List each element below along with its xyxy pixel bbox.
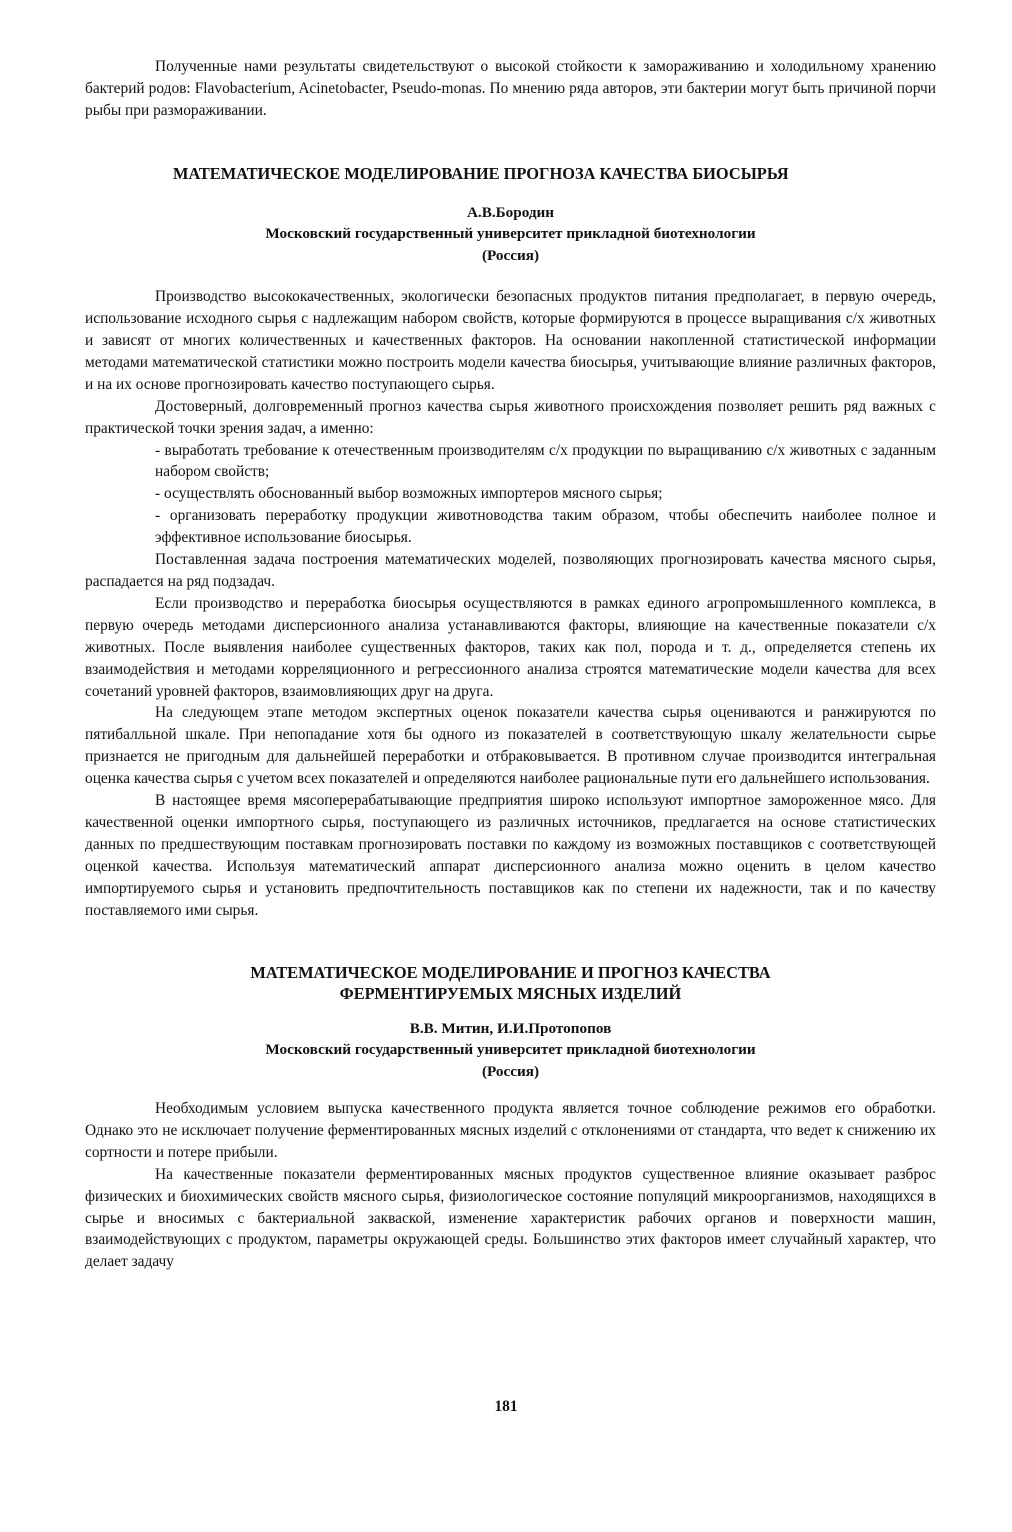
task-list (85, 440, 936, 550)
section2-authors: В.В. Митин, И.И.Протопопов (409, 1019, 612, 1037)
section2-body (85, 1098, 936, 1273)
list-item: - осуществлять обоснованный выбор возможных импортеров мясного сырья; (155, 483, 936, 505)
intro-paragraph: Полученные нами результаты свидетельствуют о высокой стойкости к замораживанию и холодильному хранению бактерий родов: Flavobacterium, Acinetobacter, Pseudo-monas. По мнению ряда авторов, эти бактерии могут быть причиной порчи рыбы при размораживании. (85, 58, 936, 119)
section1-paragraph-1: Производство высококачественных, экологически безопасных продуктов питания предполагает, в первую очередь, использование исходного сырья с надлежащим набором свойств, которые формируются в процессе выращивания с/х животных и зависят от многих количественных и качественных факторов. На основании накопленной статистической информации методами математической статистики можно построить модели качества биосырья, учитывающие влияние различных факторов, и на их основе прогнозировать качество поступающего сырья. (85, 288, 936, 393)
section1-paragraph-4: Если производство и переработка биосырья осуществляются в рамках единого агропромышленного комплекса, в первую очередь методами дисперсионного анализа устанавливаются факторы, влияющие на качественные показатели с/х животных. После выявления наиболее существенных факторов, таких как пол, порода и т. д., определяется степень их взаимодействия и методами корреляционного и регрессионного анализа строятся математические модели качества для всех сочетаний уровней факторов, взаимовлияющих друг на друга. (85, 594, 936, 700)
section2-paragraph-2: На качественные показатели ферментированных мясных продуктов существенное влияние оказывает разброс физических и биохимических свойств мясного сырья, физиологическое состояние популяций микроорганизмов, находящихся в сырье и вносимых с бактериальной закваской, изменение характеристик рабочих органов и поверхности машин, взаимодействующих с продуктом, параметры окружающей среды. Большинство этих факторов имеет случайный характер, что делает задачу (85, 1165, 936, 1271)
page-number: 181 (494, 1398, 518, 1415)
list-item: - выработать требование к отечественным производителям с/х продукции по выращиванию с/х животных с заданным набором свойств; (155, 440, 936, 484)
section1-body (85, 286, 936, 921)
section1-country: (Россия) (481, 246, 540, 264)
section2-title-line-1: МАТЕМАТИЧЕСКОЕ МОДЕЛИРОВАНИЕ И ПРОГНОЗ КАЧЕСТВА (250, 962, 771, 982)
section2-title (85, 962, 936, 1004)
section1-byline (85, 202, 936, 267)
section1-paragraph-2: Достоверный, долговременный прогноз качества сырья животного происхождения позволяет решить ряд важных с практической точки зрения задач, а именно: (85, 397, 936, 437)
section1-paragraph-5: На следующем этапе методом экспертных оценок показатели качества сырья оцениваются и ранжируются по пятибалльной шкале. При непопадание хотя бы одного из показателей в соответствующую шкалу желательности сырье признается не пригодным для дальнейшей переработки и отбраковывается. В противном случае производится интегральная оценка качества сырья с учетом всех показателей и определяются наиболее рациональные пути его дальнейшего использования. (85, 704, 936, 788)
section1-title: МАТЕМАТИЧЕСКОЕ МОДЕЛИРОВАНИЕ ПРОГНОЗА КАЧЕСТВА БИОСЫРЬЯ (173, 163, 789, 183)
section2-affiliation: Московский государственный университет прикладной биотехнологии (265, 1041, 756, 1058)
list-item: - организовать переработку продукции животноводства таким образом, чтобы обеспечить наиболее полное и эффективное использование биосырья. (155, 505, 936, 549)
section2-country: (Россия) (481, 1062, 540, 1080)
section1-paragraph-6: В настоящее время мясоперерабатывающие предприятия широко используют импортное замороженное мясо. Для качественной оценки импортного сырья, поступающего из различных источников, предлагается на основе статистических данных по предшествующим поставкам прогнозировать поставки по каждому из возможных поставщиков с соответствующей оценкой качества. Используя математический аппарат дисперсионного анализа можно оценить в целом качество импортируемого сырья и установить предпочтительность поставщиков как по степени их надежности, так и по качеству поставляемого ими сырья. (85, 792, 936, 919)
section1-author: А.В.Бородин (466, 203, 555, 221)
section2-byline (85, 1018, 936, 1083)
section1-affiliation: Московский государственный университет прикладной биотехнологии (265, 225, 756, 243)
page-content (85, 56, 936, 1273)
section2-title-line-2: ФЕРМЕНТИРУЕМЫХ МЯСНЫХ ИЗДЕЛИЙ (339, 983, 682, 1003)
section1-paragraph-3: Поставленная задача построения математических моделей, позволяющих прогнозировать качества мясного сырья, распадается на ряд подзадач. (85, 551, 936, 590)
section2-paragraph-1: Необходимым условием выпуска качественного продукта является точное соблюдение режимов его обработки. Однако это не исключает получение ферментированных мясных изделий с отклонениями от стандарта, что ведет к снижению их сортности и потере прибыли. (85, 1100, 936, 1161)
